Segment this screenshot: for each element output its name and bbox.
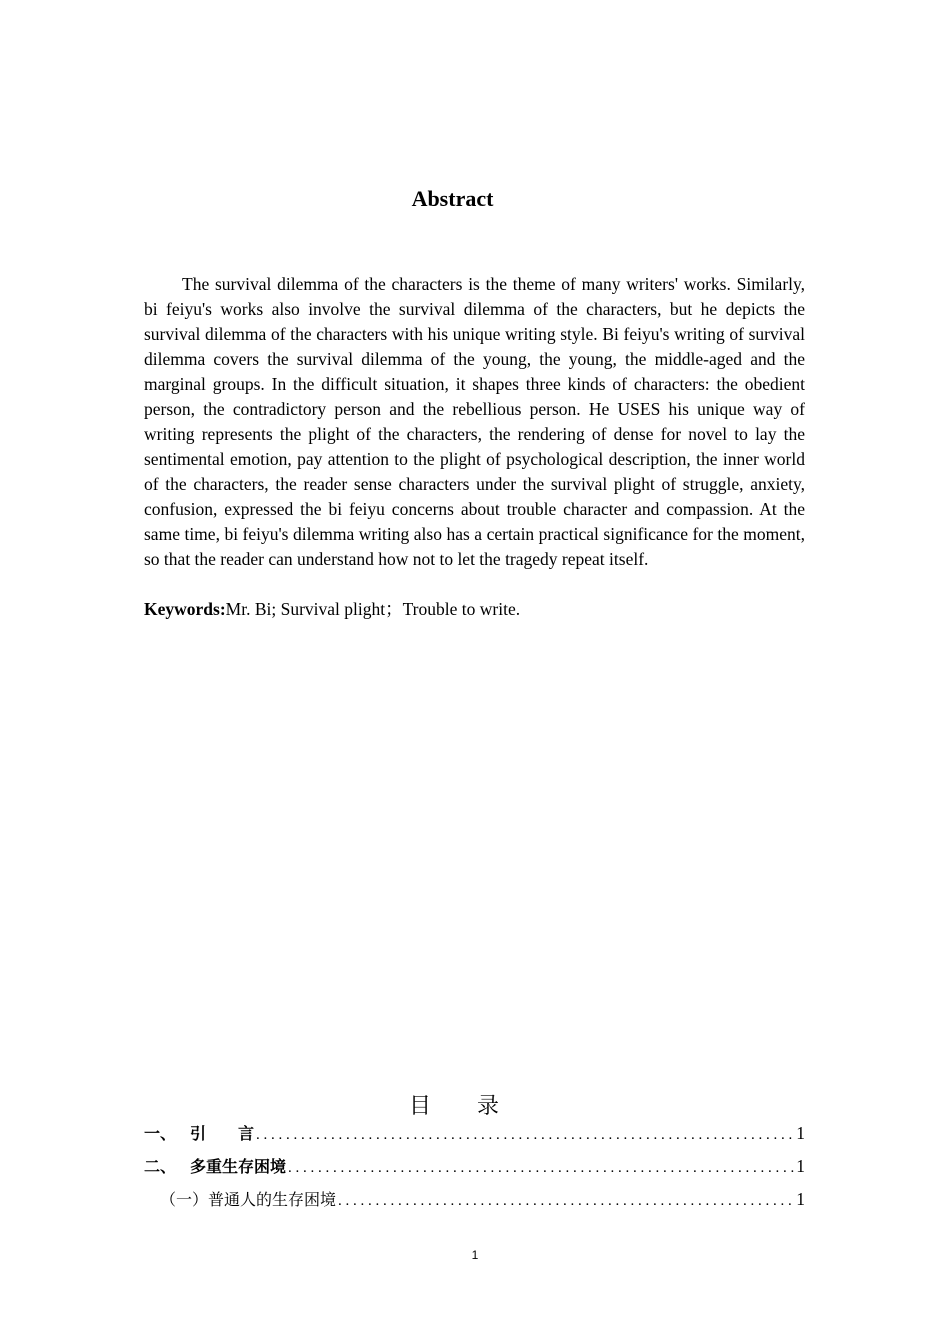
toc-entry-label: 多重生存困境 <box>190 1157 287 1176</box>
page-number: 1 <box>471 1248 479 1262</box>
toc-entry-number: 一、 <box>144 1124 177 1143</box>
toc-entry-page: 1 <box>796 1123 805 1143</box>
keywords-value: Mr. Bi; Survival plight；Trouble to write. <box>225 599 521 619</box>
toc-entry-number: （一） <box>160 1190 209 1209</box>
toc-title-left: 目 <box>408 1094 433 1119</box>
toc-entry[interactable] <box>144 1120 805 1146</box>
toc-dot-leader <box>288 1155 794 1181</box>
toc-entry-page: 1 <box>796 1189 805 1209</box>
toc-entry-label: 引 言 <box>190 1124 255 1143</box>
toc-dot-leader <box>256 1122 794 1148</box>
toc-title-right: 录 <box>477 1094 502 1119</box>
keywords-line <box>144 597 805 622</box>
keywords-label: Keywords: <box>144 599 226 619</box>
abstract-title: Abstract <box>411 186 494 211</box>
toc-entry-number: 二、 <box>144 1157 177 1176</box>
toc-title <box>0 1092 910 1122</box>
toc-entry-page: 1 <box>796 1156 805 1176</box>
toc-entry-label: 普通人的生存困境 <box>208 1190 337 1209</box>
toc-entry[interactable] <box>144 1153 805 1179</box>
toc-entry[interactable] <box>160 1186 805 1212</box>
toc-dot-leader <box>338 1188 794 1214</box>
abstract-body: The survival dilemma of the characters is the theme of many writers' works. Similarly, bi feiyu's works also involve the survival dilemma of the characters, but he depicts the survival dilemma of the characters with his unique writing style. Bi feiyu's writing of survival dilemma covers the survival dilemma of the young, the young, the middle-aged and the marginal groups. In the difficult situation, it shapes three kinds of characters: the obedient person, the contradictory person and the rebellious person. He USES his unique way of writing represents the plight of the characters, the rendering of dense for novel to lay the sentimental emotion, pay attention to the plight of psychological description, the inner world of the characters, the reader sense characters under the survival plight of struggle, anxiety, confusion, expressed the bi feiyu concerns about trouble character and compassion. At the same time, bi feiyu's dilemma writing also has a certain practical significance for the moment, so that the reader can understand how not to let the tragedy repeat itself. <box>144 274 805 569</box>
